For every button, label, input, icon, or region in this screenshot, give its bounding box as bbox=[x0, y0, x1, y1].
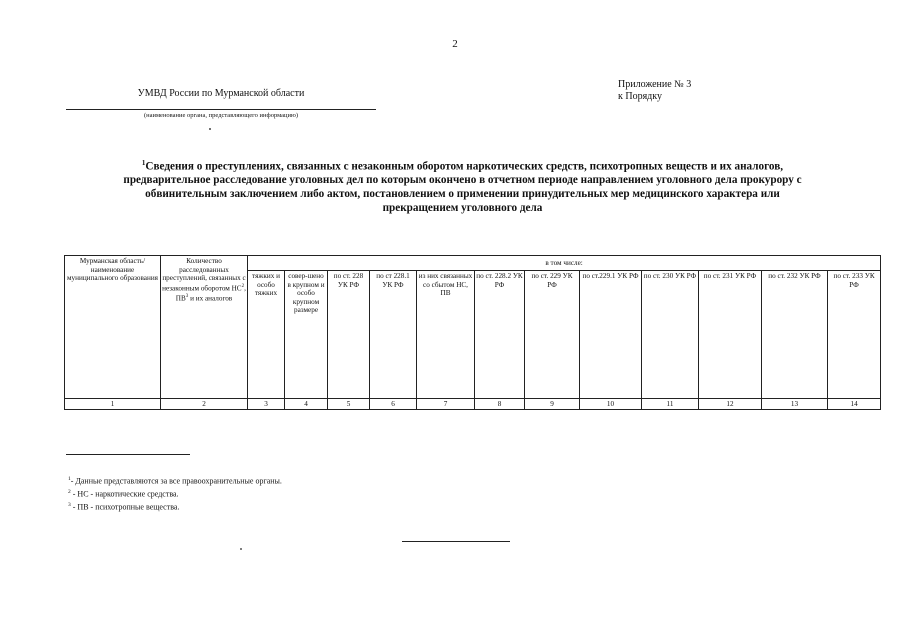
column-number: 7 bbox=[417, 399, 475, 410]
title-line-1-text: Сведения о преступлениях, связанных с незаконным оборотом наркотических средств, психотропных веществ и их аналогов, bbox=[145, 160, 784, 173]
footnote-3: $^3$ - ПВ - психотропные вещества. bbox=[68, 502, 180, 512]
header-col-13: по ст. 232 УК РФ bbox=[762, 271, 828, 399]
column-number: 10 bbox=[580, 399, 642, 410]
footnotes bbox=[68, 474, 282, 513]
organization-name: УМВД России по Мурманской области bbox=[137, 88, 305, 99]
organization-underline bbox=[66, 109, 376, 110]
header-crime-count: Количество расследованных преступлений, связанных с незаконным оборотом $НС^2$, $ПВ^3$ и их аналогов bbox=[161, 256, 248, 399]
bottom-separator bbox=[402, 541, 510, 542]
column-number: 3 bbox=[248, 399, 285, 410]
appendix-line-1: Приложение № 3 bbox=[618, 79, 692, 90]
statistics-table bbox=[64, 255, 881, 410]
title-line-4: прекращением уголовного дела bbox=[382, 201, 543, 214]
title-footnote-mark: 1 bbox=[141, 159, 146, 167]
appendix-label bbox=[618, 79, 691, 103]
header-region: Мурманская область/ наименование муниципального образования bbox=[65, 256, 161, 399]
title-line-1 bbox=[60, 157, 865, 174]
document-title bbox=[60, 157, 865, 215]
column-number: 5 bbox=[328, 399, 370, 410]
header-col-9: по ст. 229 УК РФ bbox=[525, 271, 580, 399]
header-col-6: по ст 228.1 УК РФ bbox=[370, 271, 417, 399]
column-number: 9 bbox=[525, 399, 580, 410]
column-number: 14 bbox=[828, 399, 881, 410]
column-number: 4 bbox=[285, 399, 328, 410]
header-col-11: по ст. 230 УК РФ bbox=[642, 271, 699, 399]
page-number: 2 bbox=[452, 38, 458, 50]
column-number: 1 bbox=[65, 399, 161, 410]
title-line-2: предварительное расследование уголовных дел по которым окончено в отчетном периоде направлением уголовного дела прокурору с bbox=[123, 174, 802, 187]
scan-dot bbox=[240, 548, 242, 550]
column-number: 12 bbox=[699, 399, 762, 410]
header-col-8: по ст. 228.2 УК РФ bbox=[475, 271, 525, 399]
column-number: 13 bbox=[762, 399, 828, 410]
column-number-row bbox=[65, 399, 881, 410]
column-number: 2 bbox=[161, 399, 248, 410]
column-number: 6 bbox=[370, 399, 417, 410]
header-col-7: из них связанных со сбытом НС, ПВ bbox=[417, 271, 475, 399]
header-group-including: в том числе: bbox=[248, 256, 881, 271]
organization-caption: (наименование органа, представляющего информацию) bbox=[143, 112, 299, 119]
footnote-2: $^2$ - НС - наркотические средства. bbox=[68, 489, 179, 499]
scan-dot bbox=[209, 128, 211, 130]
header-col-14: по ст. 233 УК РФ bbox=[828, 271, 881, 399]
footnote-separator bbox=[66, 454, 190, 455]
header-col-5: по ст. 228 УК РФ bbox=[328, 271, 370, 399]
header-col-12: по ст. 231 УК РФ bbox=[699, 271, 762, 399]
footnote-1: $^1$- Данные представляются за все правоохранительные органы. bbox=[68, 476, 282, 486]
header-col-10: по ст.229.1 УК РФ bbox=[580, 271, 642, 399]
appendix-line-2: к Порядку bbox=[618, 91, 662, 102]
header-col-3: тяжких и особо тяжких bbox=[248, 271, 285, 399]
column-number: 8 bbox=[475, 399, 525, 410]
header-col-4: совер-шено в крупном и особо крупном размере bbox=[285, 271, 328, 399]
title-line-3: обвинительным заключением либо актом, постановлением о применении принудительных мер медицинского характера или bbox=[145, 187, 780, 200]
column-number: 11 bbox=[642, 399, 699, 410]
